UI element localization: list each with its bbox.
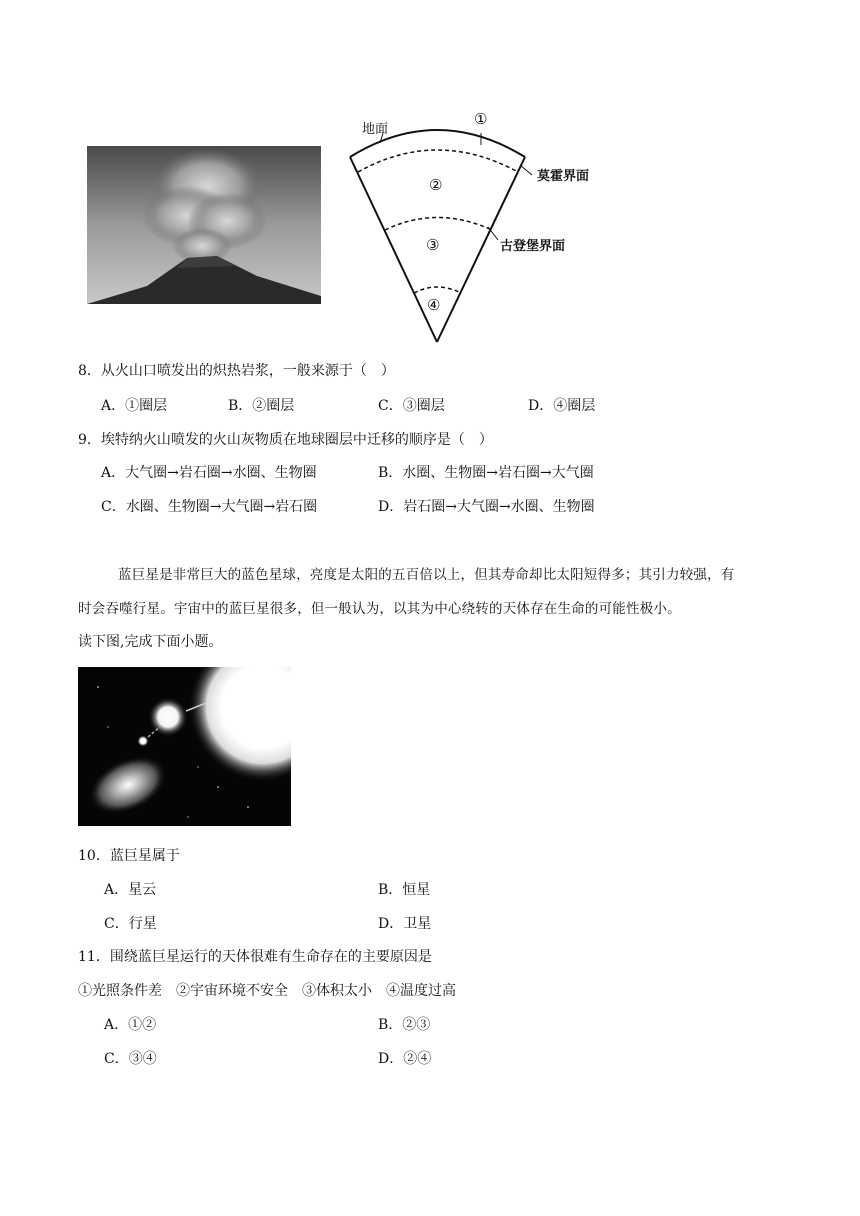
question-10-stem: 10．蓝巨星属于 [78,848,180,864]
blue-giant-photo [78,667,291,826]
q8-option-d: D．④圈层 [528,398,596,414]
question-11-stem: 11．围绕蓝巨星运行的天体很难有生命存在的主要原因是 [78,949,432,965]
passage-line-2: 时会吞噬行星。宇宙中的蓝巨星很多，但一般认为，以其为中心绕转的天体存在生命的可能性极小。 [78,601,681,617]
question-11-conditions: ①光照条件差 ②宇宙环境不安全 ③体积太小 ④温度过高 [78,983,456,999]
q11-option-a: A．①② [104,1017,157,1033]
ground-label: 地面 [362,122,389,137]
q9-option-c: C．水圈、生物圈→大气圈→岩石圈 [101,499,318,515]
q11-option-c: C．③④ [104,1051,157,1067]
gutenberg-label: 古登堡界面 [500,239,566,254]
layer-3-label: ③ [426,236,440,254]
q8-option-c: C．③圈层 [378,398,445,414]
q8-option-b: B．②圈层 [228,398,295,414]
q11-option-b: B．②③ [378,1017,431,1033]
moho-label: 莫霍界面 [537,169,590,184]
earth-layers-diagram [340,105,610,350]
volcano-photo [87,146,321,304]
q9-option-d: D．岩石圈→大气圈→水圈、生物圈 [378,499,595,515]
passage-instruction: 读下图,完成下面小题。 [78,634,223,650]
q9-option-b: B．水圈、生物圈→岩石圈→大气圈 [378,465,594,481]
layer-4-label: ④ [427,296,441,314]
question-8-stem: 8．从火山口喷发出的炽热岩浆，一般来源于（ ） [78,363,395,379]
q10-option-c: C．行星 [104,916,157,932]
question-9-stem: 9．埃特纳火山喷发的火山灰物质在地球圈层中迁移的顺序是（ ） [78,432,493,448]
layer-2-label: ② [429,176,443,194]
passage-line-1: 蓝巨星是非常巨大的蓝色星球，亮度是太阳的五百倍以上，但其寿命却比太阳短得多；其引力较强，有 [118,567,735,583]
q8-option-a: A．①圈层 [101,398,168,414]
q10-option-b: B．恒星 [378,882,431,898]
layer-1-label: ① [474,110,488,128]
q10-option-d: D．卫星 [378,916,432,932]
q10-option-a: A．星云 [104,882,157,898]
q9-option-a: A．大气圈→岩石圈→水圈、生物圈 [101,465,317,481]
q11-option-d: D．②④ [378,1051,432,1067]
